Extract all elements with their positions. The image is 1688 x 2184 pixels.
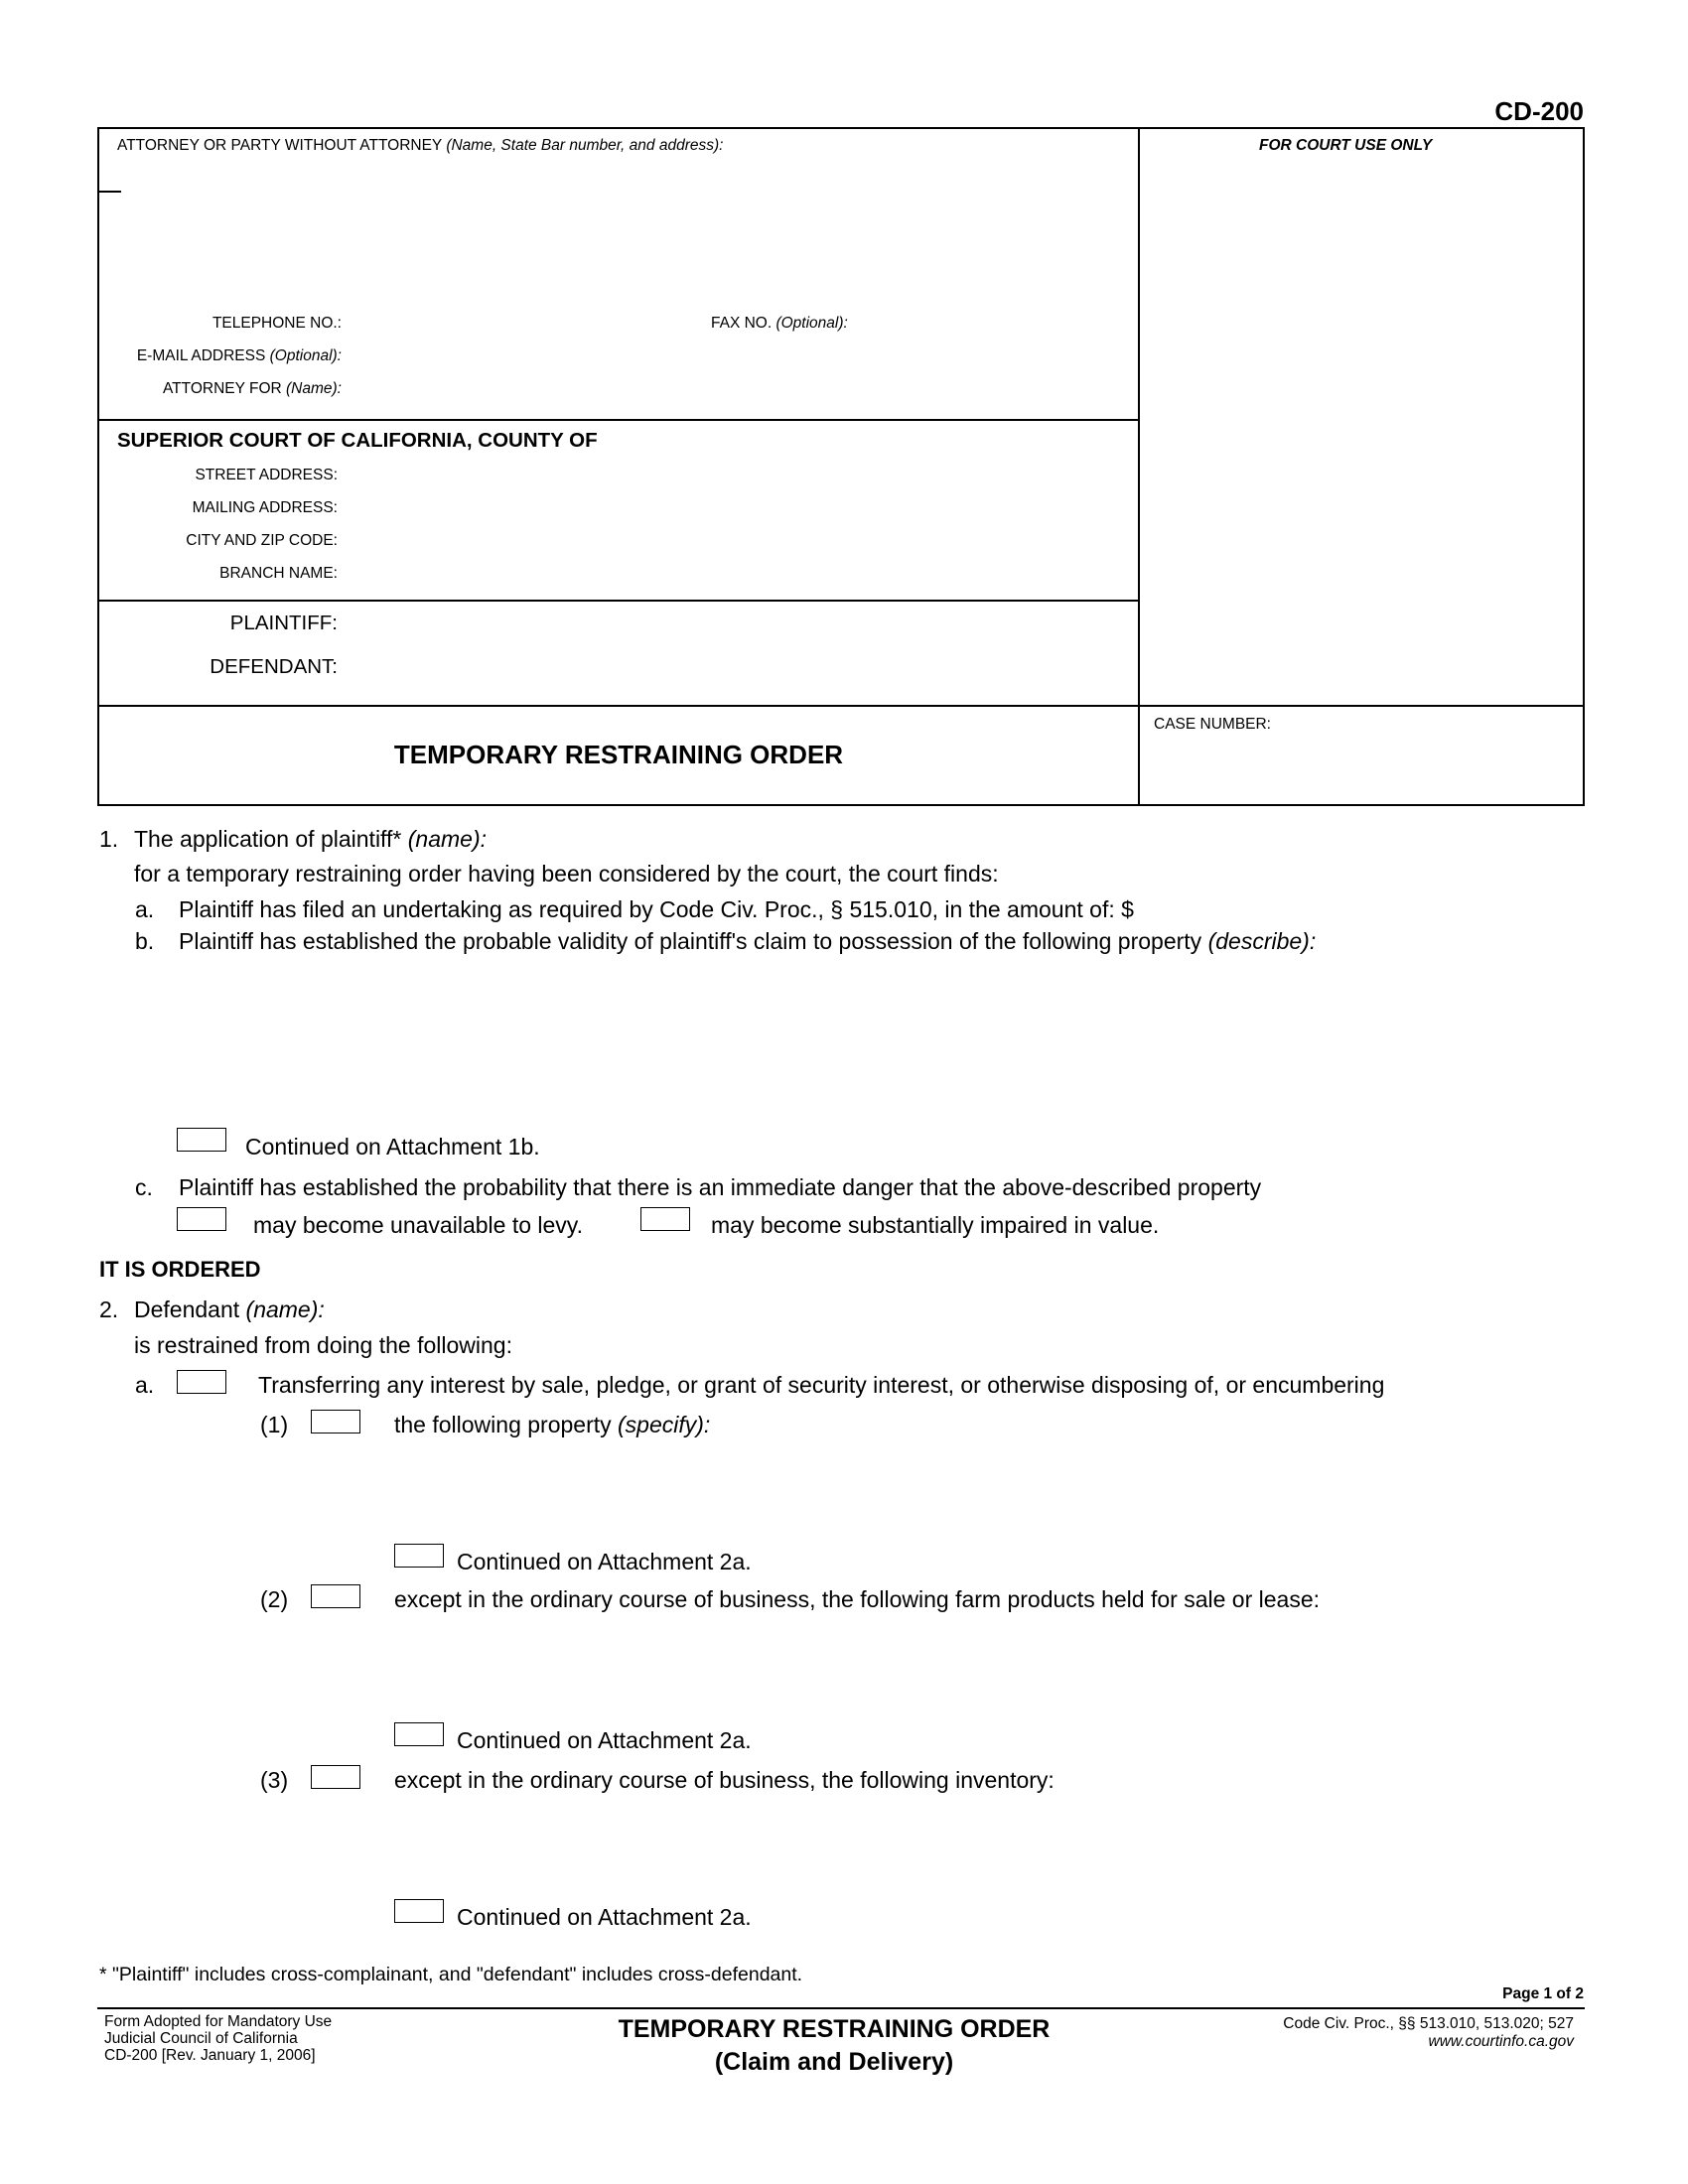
item2-number: 2. [99, 1297, 119, 1322]
it-is-ordered-heading: IT IS ORDERED [99, 1257, 261, 1282]
continued-2a-2-checkbox[interactable] [394, 1722, 444, 1746]
item1b-text: Plaintiff has established the probable validity of plaintiff's claim to possession of the following property (describe): [179, 928, 1317, 954]
item1c-letter: c. [135, 1174, 153, 1200]
impaired-value-label: may become substantially impaired in value. [711, 1212, 1160, 1238]
item2a1-checkbox[interactable] [311, 1410, 360, 1433]
item2a2-checkbox[interactable] [311, 1584, 360, 1608]
attorney-label: ATTORNEY OR PARTY WITHOUT ATTORNEY (Name, State Bar number, and address): [117, 137, 724, 154]
email-label: E-MAIL ADDRESS (Optional): [136, 347, 342, 364]
court-section-divider [97, 600, 1140, 602]
plaintiff-label: PLAINTIFF: [229, 612, 338, 634]
defendant-label: DEFENDANT: [210, 655, 338, 678]
footer-adopted-line3: CD-200 [Rev. January 1, 2006] [104, 2047, 316, 2064]
item1a-letter: a. [135, 896, 155, 922]
item2-line2: is restrained from doing the following: [134, 1332, 512, 1358]
continued-1b-checkbox[interactable] [177, 1128, 226, 1152]
item1b-letter: b. [135, 928, 155, 954]
item1a-text: Plaintiff has filed an undertaking as required by Code Civ. Proc., § 515.010, in the amount of: $ [179, 896, 1134, 922]
branch-name-label: BRANCH NAME: [219, 565, 338, 582]
form-number: CD-200 [1494, 96, 1584, 126]
impaired-value-checkbox[interactable] [640, 1207, 690, 1231]
mailing-address-label: MAILING ADDRESS: [192, 499, 338, 516]
item2a-checkbox[interactable] [177, 1370, 226, 1394]
item2a1-text: the following property (specify): [394, 1412, 711, 1437]
footer-title-line1: TEMPORARY RESTRAINING ORDER [618, 2015, 1051, 2043]
case-number-field[interactable] [1152, 740, 1569, 794]
item1-text: The application of plaintiff* (name): [134, 826, 488, 852]
item2a1-number: (1) [260, 1412, 289, 1437]
telephone-label: TELEPHONE NO.: [211, 315, 342, 332]
continued-2a-1-checkbox[interactable] [394, 1544, 444, 1568]
footer-rule [97, 2007, 1585, 2009]
court-use-label: FOR COURT USE ONLY [1259, 137, 1433, 154]
item2a2-text: except in the ordinary course of business, the following farm products held for sale or lease: [394, 1586, 1320, 1612]
caption-box-bottom [97, 804, 1585, 806]
caption-box-top [97, 127, 1585, 129]
unavailable-levy-label: may become unavailable to levy. [253, 1212, 583, 1238]
item1c-text: Plaintiff has established the probability that there is an immediate danger that the above-described property [179, 1174, 1262, 1200]
footer-adopted-line1: Form Adopted for Mandatory Use [104, 2013, 333, 2030]
attorney-name-field[interactable] [117, 159, 1120, 298]
form-title: TEMPORARY RESTRAINING ORDER [393, 740, 844, 769]
unavailable-levy-checkbox[interactable] [177, 1207, 226, 1231]
continued-2a-1-label: Continued on Attachment 2a. [457, 1549, 752, 1574]
footer-title-line2: (Claim and Delivery) [714, 2048, 954, 2076]
attorney-section-divider [97, 419, 1140, 421]
continued-2a-2-label: Continued on Attachment 2a. [457, 1727, 752, 1753]
continued-2a-3-checkbox[interactable] [394, 1899, 444, 1923]
attorney-for-label: ATTORNEY FOR (Name): [162, 380, 342, 397]
item1-number: 1. [99, 826, 119, 852]
fax-label: FAX NO. (Optional): [711, 315, 848, 332]
footer-adopted-line2: Judicial Council of California [104, 2030, 298, 2047]
case-number-label: CASE NUMBER: [1154, 716, 1271, 733]
item2-text: Defendant (name): [134, 1297, 325, 1322]
item1-line2: for a temporary restraining order having been considered by the court, the court finds: [134, 861, 999, 887]
continued-2a-3-label: Continued on Attachment 2a. [457, 1904, 752, 1930]
title-section-divider [97, 705, 1585, 707]
footer-code-citation: Code Civ. Proc., §§ 513.010, 513.020; 527 [1283, 2015, 1574, 2032]
item2a2-number: (2) [260, 1586, 289, 1612]
item2a3-number: (3) [260, 1767, 289, 1793]
item2a3-text: except in the ordinary course of business, the following inventory: [394, 1767, 1055, 1793]
court-title: SUPERIOR COURT OF CALIFORNIA, COUNTY OF [117, 429, 598, 452]
item2a-text: Transferring any interest by sale, pledge, or grant of security interest, or otherwise disposing of, or encumbering [258, 1372, 1385, 1398]
item2a-letter: a. [135, 1372, 155, 1398]
footer-website: www.courtinfo.ca.gov [1428, 2033, 1574, 2050]
footnote: * "Plaintiff" includes cross-complainant, and "defendant" includes cross-defendant. [99, 1964, 803, 1985]
continued-1b-label: Continued on Attachment 1b. [245, 1134, 540, 1160]
city-zip-label: CITY AND ZIP CODE: [186, 532, 338, 549]
item2a3-checkbox[interactable] [311, 1765, 360, 1789]
street-address-label: STREET ADDRESS: [195, 467, 338, 483]
page-number: Page 1 of 2 [1502, 1985, 1584, 2002]
